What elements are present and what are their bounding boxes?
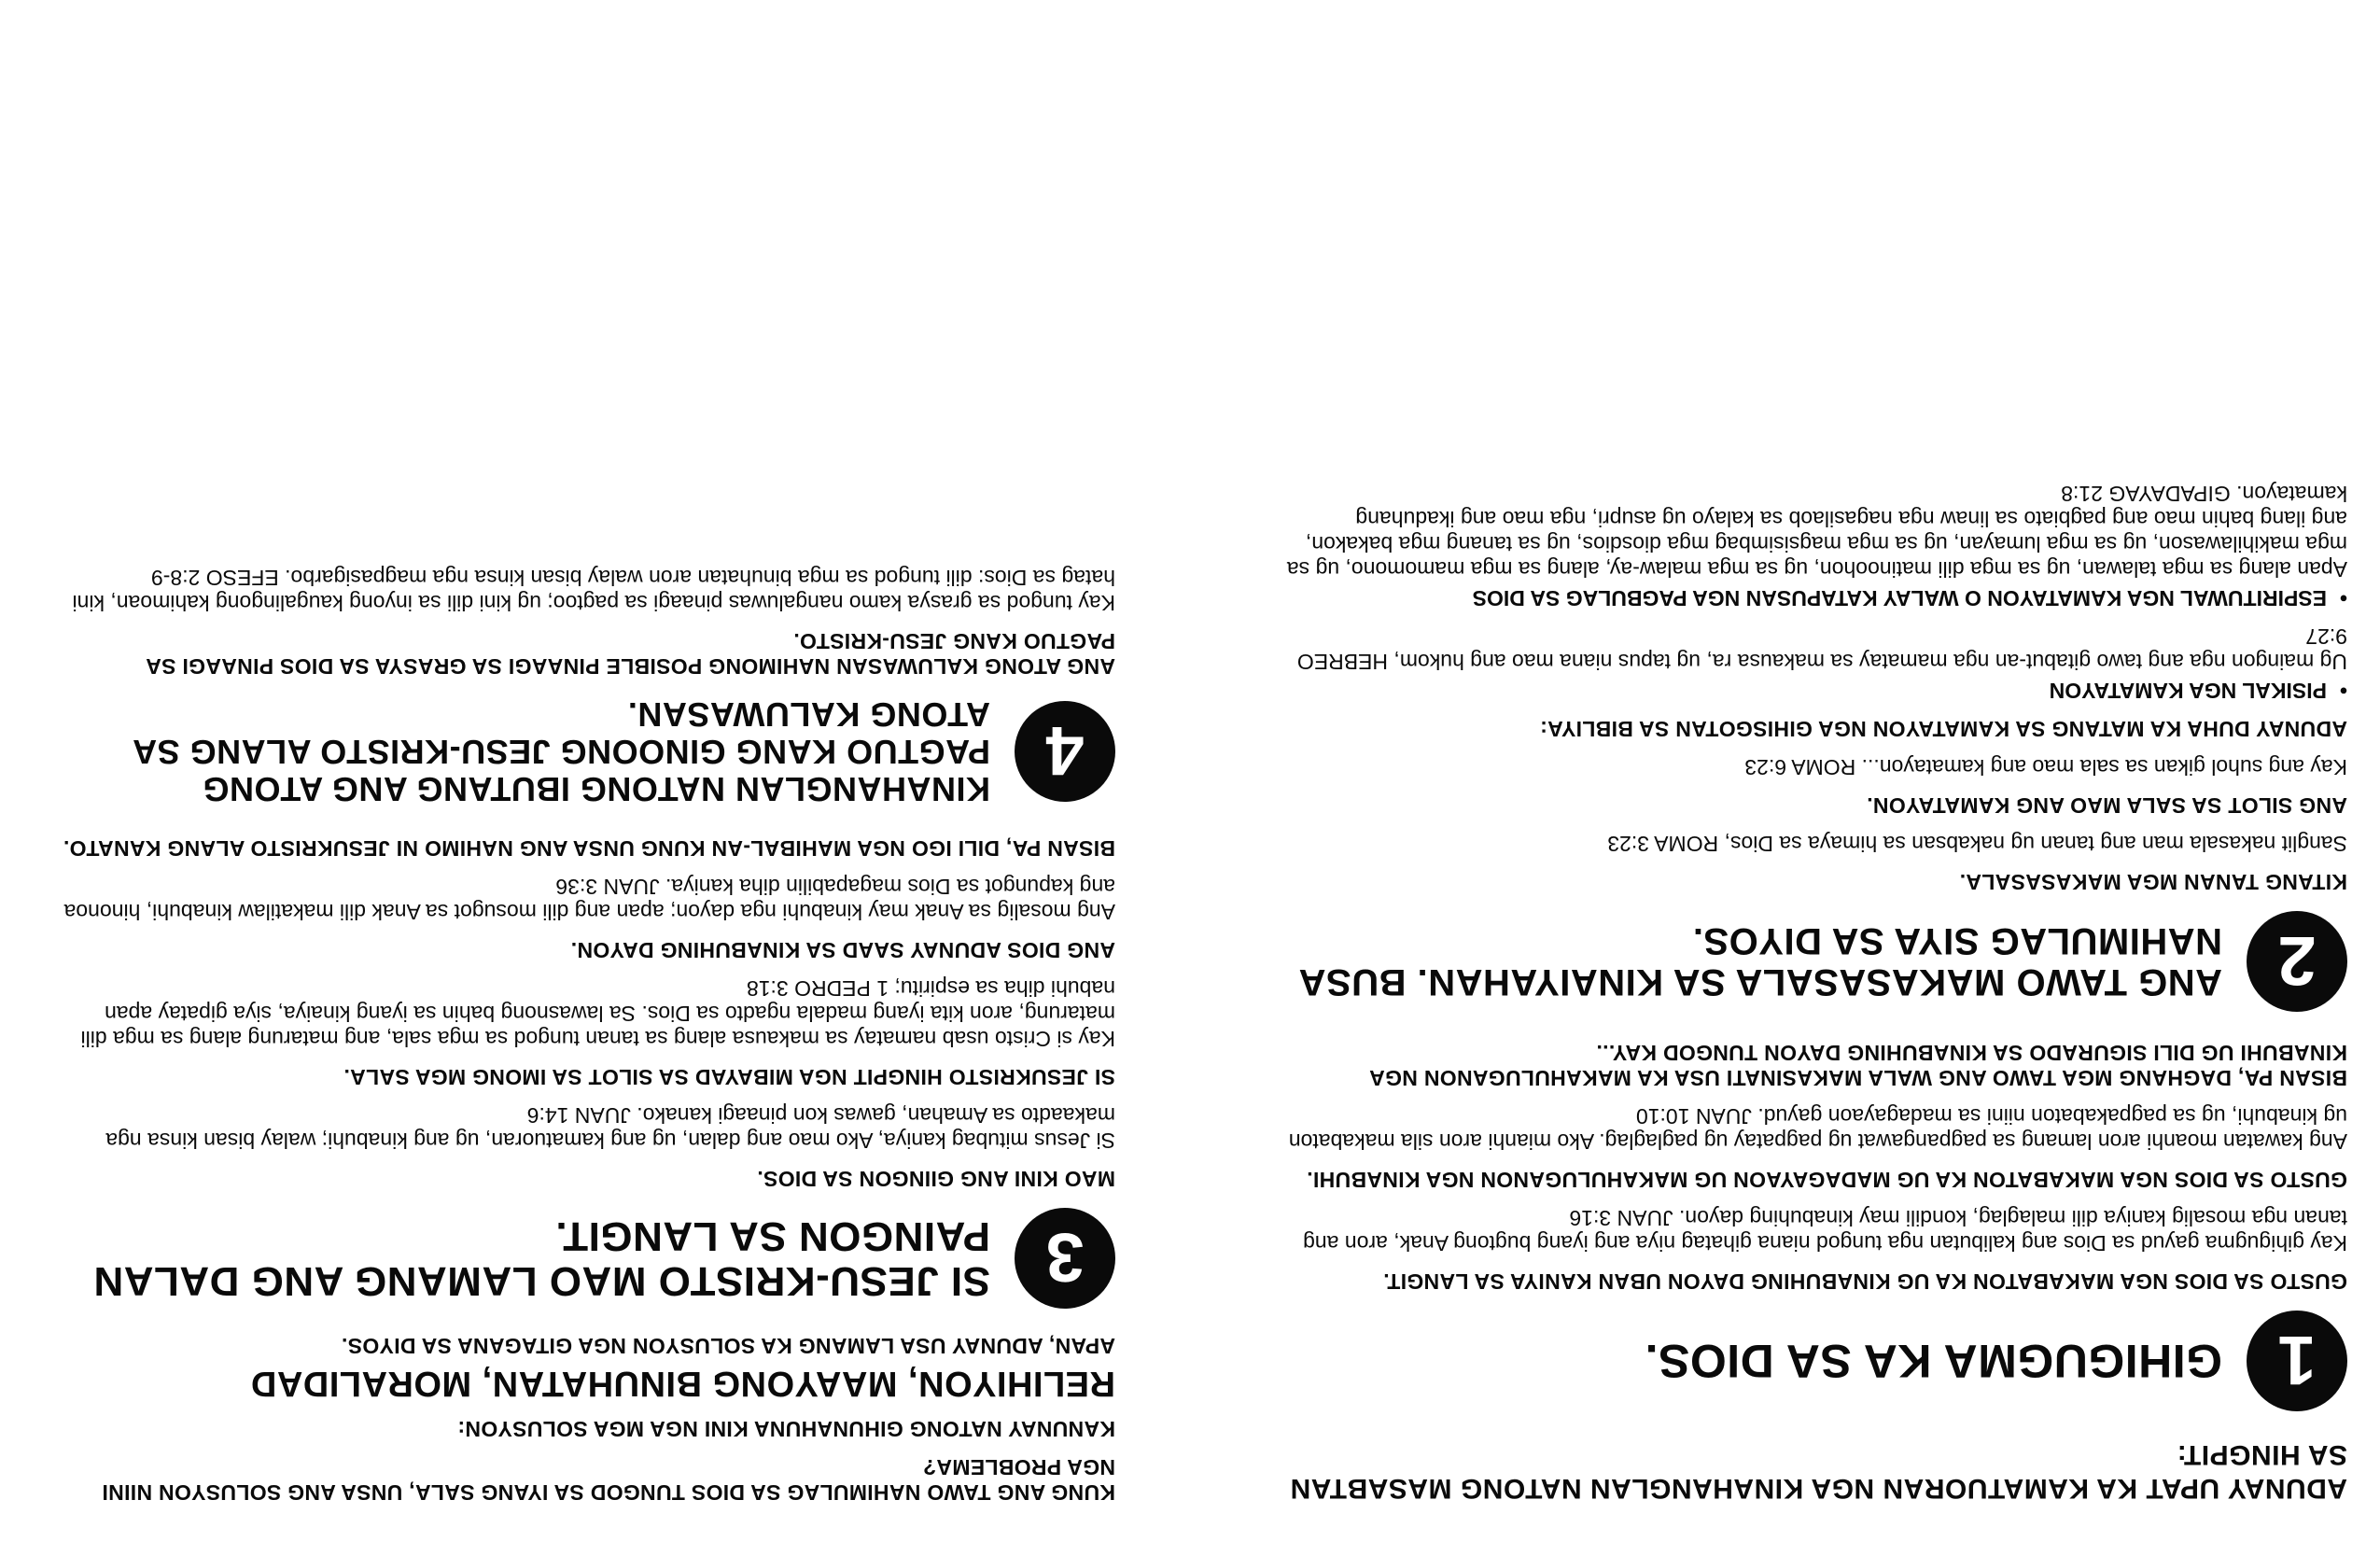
intro-text: ADUNAY UPAT KA KAMATUORAN NGA KINAHANGLAN NATONG MASABTAN SA HINGPIT: xyxy=(1290,1439,2347,1504)
false-solutions-line: RELIHIYON, MAAYONG BINUHATAN, MORALIDAD xyxy=(250,1364,1115,1403)
section-2-verse-3: Ug maingon nga ang tawo gitabut-an nga mamatay sa makausa ra, ug tapus niana mao ang hukom, HEBREO 9:27 xyxy=(1296,624,2347,674)
section-4-verse-1: Kay tungod sa grasya kamo nangaluwas pinaagi sa pagtoo; ug kini dili sa inyong kaugalingong kahimoan, kini hatag sa Dios: dili tungod sa mga binuhatan aron walay bisan kinsa nga magpasigarbo. EFESO 2:8-9 xyxy=(72,566,1115,615)
section-2-statement-1: KITANG TANAN MGA MAKASASALA. xyxy=(1959,870,2347,894)
section-1-verse-2: Ang kawatan moanhi aron lamang sa pagpangawat ug pagpatay ug paglaglag. Ako mianhi aron sila makabaton ug kinabuhi, ug sa pagpakabaton niini sa madagayaon gayud. JUAN 10:10 xyxy=(1288,1104,2347,1154)
section-3-statement-2: SI JESUKRISTO HINGPIT NGA MIBAYAD SA SILOT SA IMONG MGA SALA. xyxy=(343,1065,1115,1089)
section-1-statement-2: GUSTO SA DIOS NGA MAKABATON KA UG MADAGAYAON UG MAKAHULUGANON NGA KINABUHI. xyxy=(1306,1168,2347,1192)
section-2-bullet-2: • ESPIRITUWAL NGA KAMATAYON O WALAY KATAPUSAN NGA PAGBULAG SA DIOS xyxy=(1283,585,2347,610)
section-2-verse-2: Kay ang suhol gikan sa sala mao ang kamatayon... ROMA 6:23 xyxy=(1744,755,2347,779)
section-3-statement-3: ANG DIOS ADUNAY SAAD SA KINABUHING DAYON. xyxy=(570,938,1115,962)
section-1-verse-1: Kay gihigugma gayud sa Dios ang kalibutan nga tungod niana gihatag niya ang iyang bugtong Anak, aron ang tanan nga mosalig kaniya dili malaglag, kondili may kinabuhing dayon. JUAN 3:16 xyxy=(1303,1206,2347,1255)
number-badge-3: 3 xyxy=(1015,1208,1115,1309)
section-1-transition: BISAN PA, DAGHANG MGA TAWO ANG WALA MAKASINATI USA KA MAKAHULUGANON NGA KINABUHI UG DILI SIGURADO SA KINABUHING DAYON TUNGOD KAY... xyxy=(1369,1041,2347,1090)
section-2-bullet-1: • PISIKAL NGA KAMATAYON xyxy=(1283,678,2347,703)
section-3 xyxy=(51,835,1115,1309)
section-4-statement-1: ANG ATONG KALUWASAN NAHIMONG POSIBLE PINAAGI SA GRASYA SA DIOS PINAAGI SA PAGTUO KANG JESU-KRISTO. xyxy=(146,629,1115,679)
section-4-heading xyxy=(51,695,1115,807)
section-3-verse-3: Ang mosalig sa Anak may kinabuhi nga dayon; apan ang dili mosugot sa Anak dili makatilaw kinabuhi, hinonoa ang kapungot sa Dios magapabilin diha kaniya. JUAN 3:36 xyxy=(63,875,1115,924)
right-intro-question: KUNG ANG TAWO NAHIMULAG SA DIOS TUNGOD SA IYANG SALA, UNSA ANG SOLUSYON NIINI NGA PROBLEMA? xyxy=(102,1455,1115,1505)
left-panel xyxy=(1283,453,2347,1505)
right-intro-one-solution: APAN, ADUNAY USA LAMANG KA SOLUSYON NGA GITAGANA SA DIYOS. xyxy=(341,1334,1115,1358)
section-1-heading xyxy=(1283,1311,2347,1411)
right-intro-solutions: KANUNAY NATONG GIHUNAHUNA KINI NGA MGA SOLUSYON: xyxy=(457,1417,1115,1441)
section-3-verse-1: Si Jesus mitubag kaniya, Ako mao ang dalan, ug ang kamatuoran, ug ang kinabuhi; walay bisan kinsa nga makaadto sa Amahan, gawas kon pinaagi kanako. JUAN 14:6 xyxy=(105,1103,1115,1153)
section-2-statement-3: ADUNAY DUHA KA MATANG SA KAMATAYON NGA GIHISGOTAN SA BIBLIYA: xyxy=(1539,717,2347,741)
section-1-statement-1: GUSTO SA DIOS NGA MAKABATON KA UG KINABUHING DAYON UBAN KANIYA SA LANGIT. xyxy=(1382,1269,2347,1294)
section-3-verse-2: Kay si Cristo usab namatay sa makausa alang sa tanan tungod sa mga sala, ang matarung alang sa mga dili matarung, aron kita iyang madala ngadto sa Dios. Sa lawasnong bahin sa iyang kinaiya, siya gipatay apan nabuhi diha sa espiritu; 1 PEDRO 3:18 xyxy=(80,976,1115,1051)
section-2-title: ANG TAWO MAKASASALA SA KINAIYAHAN. BUSA NAHIMULAG SIYA SA DIYOS. xyxy=(1299,920,2222,1002)
section-3-transition: BISAN PA, DILI IGO NGA MAHIBAL-AN KUNG UNSA ANG NAHIMO NI JESUKRISTO ALANG KANATO. xyxy=(63,836,1115,861)
section-2-heading xyxy=(1283,911,2347,1012)
section-3-heading xyxy=(51,1208,1115,1309)
right-panel xyxy=(51,537,1115,1505)
section-2 xyxy=(1283,481,2347,1012)
section-1 xyxy=(1283,1040,2347,1411)
section-2-statement-2: ANG SILOT SA SALA MAO ANG KAMATAYON. xyxy=(1866,793,2347,818)
number-badge-1: 1 xyxy=(2247,1311,2347,1411)
section-3-statement-1: MAO KINI ANG GIINGON SA DIOS. xyxy=(757,1167,1115,1191)
section-3-title: SI JESU-KRISTO MAO LAMANG ANG DALAN PAINGON SA LANGIT. xyxy=(92,1213,990,1304)
section-4 xyxy=(51,565,1115,807)
section-1-title: GIHIGUGMA KA SA DIOS. xyxy=(1645,1335,2222,1387)
section-2-verse-1: Sanglit nakasala man ang tanan ug nakabsan sa himaya sa Dios, ROMA 3:23 xyxy=(1607,832,2347,856)
number-badge-2: 2 xyxy=(2247,911,2347,1012)
number-badge-4: 4 xyxy=(1015,701,1115,802)
section-4-title: KINAHANGLAN NATONG IBUTANG ANG ATONG PAGTUO KANG GINOONG JESU-KRISTO ALANG SA ATONG KALUWASAN. xyxy=(133,695,990,808)
section-2-verse-4: Apan alang sa mga talawan, ug sa mga dili matinoohon, ug sa mga malaw-ay, alang sa mga mamomono, ug sa mga makihilawason, ug sa mga lumayan, ug sa mga magsisimbag mga diosdios, ug sa tanang mga bakakon, ang ilang bahin mao ang pagbiato sa linaw nga nagasilaob sa kalayo ug asupri, nga mao ang ikaduhang kamatayon. GIPADAYAG 21:8 xyxy=(1286,482,2347,582)
